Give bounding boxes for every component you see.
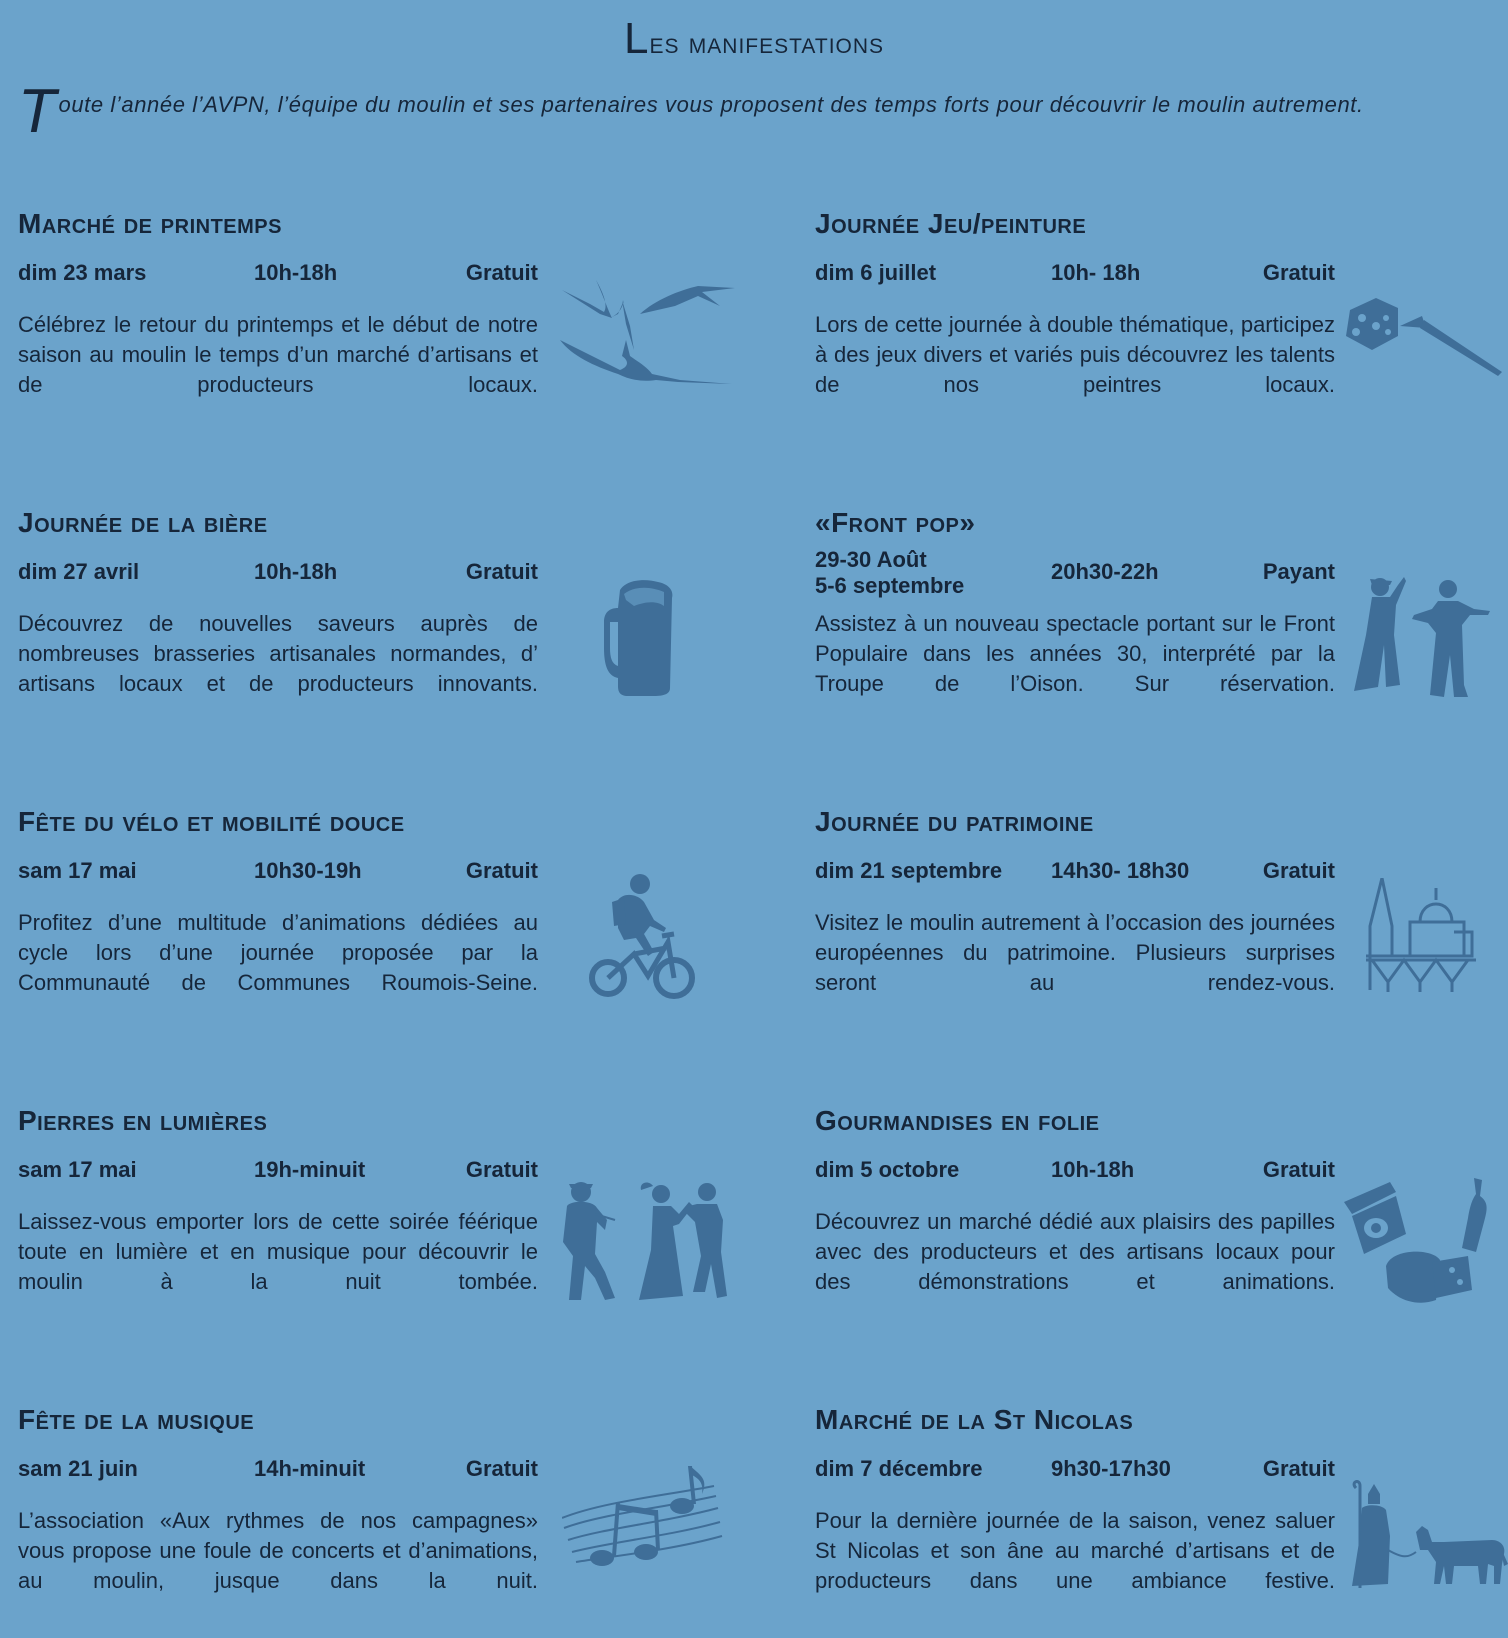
event-date	[815, 547, 1045, 599]
event-title: Journée du patrimoine	[815, 806, 1094, 837]
monuments-icon	[1366, 878, 1476, 993]
beer-mug-icon	[604, 578, 678, 696]
event-hours: 10h-18h	[1051, 1157, 1135, 1182]
event-description: Visitez le moulin autrement à l’occasion des journées européennes du patrimoine. Plusieurs surprises seront au rendez-vous.	[815, 910, 1335, 995]
event-hours: 14h-minuit	[254, 1456, 366, 1481]
event-meta	[815, 547, 1335, 603]
event-hours: 19h-minuit	[254, 1157, 366, 1182]
event-meta	[18, 850, 538, 902]
event-hours: 10h-18h	[254, 559, 338, 584]
event-description: L’association «Aux rythmes de nos campagnes» vous propose une foule de concerts et d’animations, au moulin, jusque dans la nuit.	[18, 1508, 538, 1593]
event-journee-patrimoine	[815, 806, 1335, 998]
event-price: Gratuit	[1262, 1157, 1335, 1182]
event-hours: 9h30-17h30	[1051, 1456, 1171, 1481]
event-title: «Front pop»	[815, 507, 976, 538]
event-description: Découvrez de nouvelles saveurs auprès de nombreuses brasseries artisanales normandes, d’ artisans locaux et de producteurs innovants.	[18, 611, 538, 696]
event-title: Marché de la St Nicolas	[815, 1404, 1134, 1435]
event-date: dim 6 juillet	[815, 260, 937, 285]
event-price: Gratuit	[1262, 260, 1335, 285]
event-front-pop	[815, 507, 1335, 699]
event-date: dim 7 décembre	[815, 1456, 983, 1481]
event-marche-st-nicolas	[815, 1404, 1335, 1596]
event-description: Pour la dernière journée de la saison, venez saluer St Nicolas et son âne au marché d’artisans et de producteurs dans une ambiance festive.	[815, 1508, 1335, 1593]
event-journee-biere	[18, 507, 538, 699]
event-meta	[815, 850, 1335, 902]
event-pierres-lumieres	[18, 1105, 538, 1297]
event-fete-musique	[18, 1404, 538, 1596]
event-marche-printemps	[18, 208, 538, 400]
event-title: Gourmandises en folie	[815, 1105, 1100, 1136]
intro-text	[18, 77, 1498, 146]
event-description: Célébrez le retour du printemps et le début de notre saison au moulin le temps d’un marché d’artisans et de producteurs locaux.	[18, 312, 538, 397]
intro-dropcap: T	[18, 77, 57, 146]
event-gourmandises-folie	[815, 1105, 1335, 1297]
event-description: Profitez d’une multitude d’animations dédiées au cycle lors d’une journée proposée par la Communauté de Communes Roumois-Seine.	[18, 910, 538, 995]
event-date: dim 5 octobre	[815, 1157, 960, 1182]
event-date-line1: 29-30 Août	[815, 547, 927, 572]
dice-brush-icon	[1342, 296, 1502, 386]
event-price: Gratuit	[465, 858, 538, 883]
event-price: Gratuit	[1262, 858, 1335, 883]
event-meta	[18, 1149, 538, 1201]
swallows-icon	[560, 270, 735, 405]
event-description: Laissez-vous emporter lors de cette soirée féérique toute en lumière et en musique pour découvrir le moulin à la nuit tombée.	[18, 1209, 538, 1294]
event-title: Fête du vélo et mobilité douce	[18, 806, 405, 837]
food-icon	[1340, 1178, 1500, 1308]
event-meta	[815, 1149, 1335, 1201]
event-title: Fête de la musique	[18, 1404, 255, 1435]
event-hours: 10h30-19h	[254, 858, 362, 883]
event-title: Pierres en lumières	[18, 1105, 268, 1136]
intro-body: oute l’année l’AVPN, l’équipe du moulin et ses partenaires vous proposent des temps forts pour découvrir le moulin autrement.	[58, 92, 1364, 117]
event-price: Gratuit	[465, 559, 538, 584]
event-journee-jeu-peinture	[815, 208, 1335, 400]
event-price: Gratuit	[465, 1456, 538, 1481]
event-meta	[18, 252, 538, 304]
event-fete-velo	[18, 806, 538, 998]
event-title: Journée Jeu/peinture	[815, 208, 1087, 239]
event-meta	[815, 252, 1335, 304]
event-date: dim 27 avril	[18, 559, 140, 584]
event-price: Gratuit	[465, 260, 538, 285]
saint-nicolas-donkey-icon	[1346, 1480, 1508, 1590]
event-meta	[18, 1448, 538, 1500]
event-date: dim 23 mars	[18, 260, 147, 285]
event-date: sam 17 mai	[18, 1157, 137, 1182]
actors-icon	[1350, 575, 1490, 705]
event-title: Journée de la bière	[18, 507, 268, 538]
event-hours: 14h30- 18h30	[1051, 858, 1190, 883]
event-date: sam 21 juin	[18, 1456, 138, 1481]
event-date-line2: 5-6 septembre	[815, 573, 965, 598]
event-title: Marché de printemps	[18, 208, 282, 239]
event-hours: 20h30-22h	[1051, 559, 1159, 584]
event-date: sam 17 mai	[18, 858, 137, 883]
event-price: Gratuit	[465, 1157, 538, 1182]
event-meta	[18, 551, 538, 603]
event-description: Découvrez un marché dédié aux plaisirs des papilles avec des producteurs et des artisans locaux pour des démonstrations et animations.	[815, 1209, 1335, 1294]
event-price: Payant	[1262, 559, 1335, 584]
event-description: Assistez à un nouveau spectacle portant sur le Front Populaire dans les années 30, interprété par la Troupe de l’Oison. Sur réservation.	[815, 611, 1335, 696]
dancers-icon	[555, 1180, 735, 1308]
event-meta	[815, 1448, 1335, 1500]
event-hours: 10h- 18h	[1051, 260, 1141, 285]
cyclist-icon	[588, 872, 696, 1002]
event-price: Gratuit	[1262, 1456, 1335, 1481]
event-date: dim 21 septembre	[815, 858, 1003, 883]
page-title: Les manifestations	[623, 14, 885, 63]
event-hours: 10h-18h	[254, 260, 338, 285]
event-description: Lors de cette journée à double thématique, participez à des jeux divers et variés puis découvrez les talents de nos peintres locaux.	[815, 312, 1335, 397]
music-notes-icon	[562, 1466, 724, 1576]
